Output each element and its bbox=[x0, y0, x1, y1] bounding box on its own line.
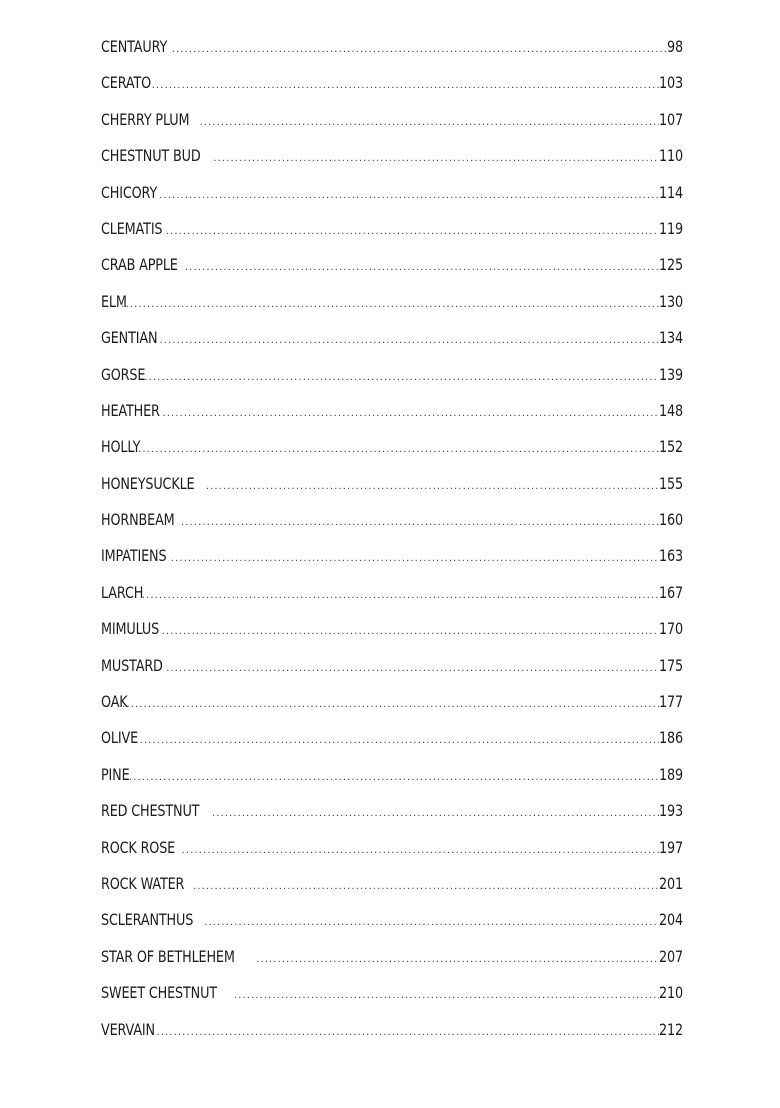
toc-dot-leader bbox=[152, 68, 659, 104]
toc-entry-title: STAR OF BETHLEHEM bbox=[101, 946, 235, 966]
toc-entry[interactable] bbox=[101, 502, 683, 538]
toc-entry[interactable] bbox=[101, 247, 683, 283]
toc-entry-page-number: 125 bbox=[659, 255, 683, 275]
toc-entry[interactable] bbox=[101, 866, 683, 902]
toc-entry[interactable] bbox=[101, 284, 683, 320]
toc-dot-leader bbox=[162, 396, 659, 432]
toc-entry-page-number: 204 bbox=[659, 910, 683, 930]
toc-entry-title: MIMULUS bbox=[101, 619, 160, 639]
toc-entry[interactable] bbox=[101, 902, 683, 938]
toc-entry-page-number: 114 bbox=[659, 182, 683, 202]
toc-dot-leader bbox=[138, 432, 659, 468]
toc-dot-leader bbox=[256, 942, 659, 978]
toc-entry-title: OAK bbox=[101, 692, 128, 712]
toc-entry-title: ROCK ROSE bbox=[101, 837, 176, 857]
toc-entry[interactable] bbox=[101, 757, 683, 793]
toc-entry[interactable] bbox=[101, 975, 683, 1011]
toc-entry[interactable] bbox=[101, 357, 683, 393]
toc-entry-title: CHICORY bbox=[101, 182, 158, 202]
toc-entry-title: GORSE bbox=[101, 364, 146, 384]
toc-entry[interactable] bbox=[101, 538, 683, 574]
toc-entry-page-number: 201 bbox=[659, 873, 683, 893]
toc-entry[interactable] bbox=[101, 466, 683, 502]
toc-entry-page-number: 155 bbox=[659, 473, 683, 493]
toc-entry-page-number: 148 bbox=[659, 400, 683, 420]
toc-entry-page-number: 107 bbox=[659, 109, 683, 129]
toc-entry-page-number: 175 bbox=[659, 655, 683, 675]
toc-entry[interactable] bbox=[101, 429, 683, 465]
toc-dot-leader bbox=[125, 760, 659, 796]
toc-dot-leader bbox=[171, 541, 659, 577]
toc-entry-page-number: 134 bbox=[659, 328, 683, 348]
toc-dot-leader bbox=[166, 651, 659, 687]
toc-entry-page-number: 130 bbox=[659, 291, 683, 311]
toc-entry[interactable] bbox=[101, 575, 683, 611]
toc-entry-page-number: 139 bbox=[659, 364, 683, 384]
toc-entry[interactable] bbox=[101, 939, 683, 975]
toc-entry-title: VERVAIN bbox=[101, 1019, 155, 1039]
toc-entry-title: MUSTARD bbox=[101, 655, 163, 675]
toc-dot-leader bbox=[234, 978, 659, 1014]
toc-entry-title: CRAB APPLE bbox=[101, 255, 178, 275]
toc-entry-title: SWEET CHESTNUT bbox=[101, 983, 217, 1003]
toc-entry[interactable] bbox=[101, 138, 683, 174]
toc-dot-leader bbox=[182, 833, 659, 869]
toc-entry-title: CLEMATIS bbox=[101, 218, 163, 238]
toc-entry-title: HEATHER bbox=[101, 400, 160, 420]
table-of-contents bbox=[101, 29, 683, 1048]
toc-entry-page-number: 98 bbox=[667, 37, 683, 56]
toc-entry-page-number: 210 bbox=[659, 983, 683, 1003]
toc-dot-leader bbox=[193, 869, 659, 905]
toc-entry[interactable] bbox=[101, 793, 683, 829]
toc-entry[interactable] bbox=[101, 684, 683, 720]
toc-entry[interactable] bbox=[101, 393, 683, 429]
toc-entry-page-number: 103 bbox=[659, 73, 683, 93]
toc-entry-page-number: 163 bbox=[659, 546, 683, 566]
toc-entry[interactable] bbox=[101, 1012, 683, 1048]
toc-entry-title: RED CHESTNUT bbox=[101, 801, 200, 821]
toc-entry-page-number: 170 bbox=[659, 619, 683, 639]
toc-entry-page-number: 197 bbox=[659, 837, 683, 857]
toc-entry[interactable] bbox=[101, 175, 683, 211]
toc-dot-leader bbox=[199, 105, 659, 141]
toc-entry-page-number: 167 bbox=[659, 582, 683, 602]
toc-entry-page-number: 189 bbox=[659, 764, 683, 784]
toc-entry-title: HOLLY bbox=[101, 437, 141, 457]
toc-entry-title: HONEYSUCKLE bbox=[101, 473, 195, 493]
toc-entry-page-number: 212 bbox=[659, 1019, 683, 1039]
toc-entry-page-number: 152 bbox=[659, 437, 683, 457]
toc-entry-page-number: 186 bbox=[659, 728, 683, 748]
toc-entry-title: OLIVE bbox=[101, 728, 139, 748]
toc-entry-title: CENTAURY bbox=[101, 37, 168, 56]
toc-entry-page-number: 119 bbox=[659, 218, 683, 238]
toc-dot-leader bbox=[181, 505, 659, 541]
toc-entry[interactable] bbox=[101, 611, 683, 647]
toc-dot-leader bbox=[166, 214, 659, 250]
toc-entry-title: HORNBEAM bbox=[101, 510, 175, 530]
toc-entry[interactable] bbox=[101, 102, 683, 138]
toc-dot-leader bbox=[142, 578, 659, 614]
toc-dot-leader bbox=[122, 687, 659, 723]
toc-entry-title: PINE bbox=[101, 764, 130, 784]
toc-dot-leader bbox=[156, 1015, 659, 1051]
toc-entry-title: ELM bbox=[101, 291, 127, 311]
toc-entry-title: IMPATIENS bbox=[101, 546, 167, 566]
toc-entry[interactable] bbox=[101, 65, 683, 101]
toc-dot-leader bbox=[159, 178, 659, 214]
toc-dot-leader bbox=[212, 796, 659, 832]
toc-entry-title: CHERRY PLUM bbox=[101, 109, 190, 129]
toc-entry-title: LARCH bbox=[101, 582, 144, 602]
toc-entry-title: GENTIAN bbox=[101, 328, 158, 348]
toc-entry[interactable] bbox=[101, 720, 683, 756]
toc-entry[interactable] bbox=[101, 830, 683, 866]
toc-entry-page-number: 110 bbox=[659, 146, 683, 166]
toc-entry-page-number: 207 bbox=[659, 946, 683, 966]
toc-entry[interactable] bbox=[101, 29, 683, 65]
toc-dot-leader bbox=[204, 905, 659, 941]
toc-dot-leader bbox=[185, 250, 659, 286]
toc-entry[interactable] bbox=[101, 320, 683, 356]
toc-entry-title: CERATO bbox=[101, 73, 152, 93]
toc-dot-leader bbox=[135, 723, 659, 759]
toc-entry-title: ROCK WATER bbox=[101, 873, 185, 893]
toc-dot-leader bbox=[206, 469, 659, 505]
toc-entry[interactable] bbox=[101, 211, 683, 247]
toc-dot-leader bbox=[213, 141, 659, 177]
toc-entry-title: CHESTNUT BUD bbox=[101, 146, 201, 166]
toc-entry-page-number: 177 bbox=[659, 692, 683, 712]
toc-dot-leader bbox=[159, 323, 659, 359]
toc-entry-page-number: 193 bbox=[659, 801, 683, 821]
toc-dot-leader bbox=[144, 360, 659, 396]
toc-dot-leader bbox=[162, 614, 659, 650]
toc-dot-leader bbox=[121, 287, 659, 323]
toc-dot-leader bbox=[172, 32, 669, 68]
toc-entry-page-number: 160 bbox=[659, 510, 683, 530]
toc-entry[interactable] bbox=[101, 648, 683, 684]
toc-entry-title: SCLERANTHUS bbox=[101, 910, 194, 930]
